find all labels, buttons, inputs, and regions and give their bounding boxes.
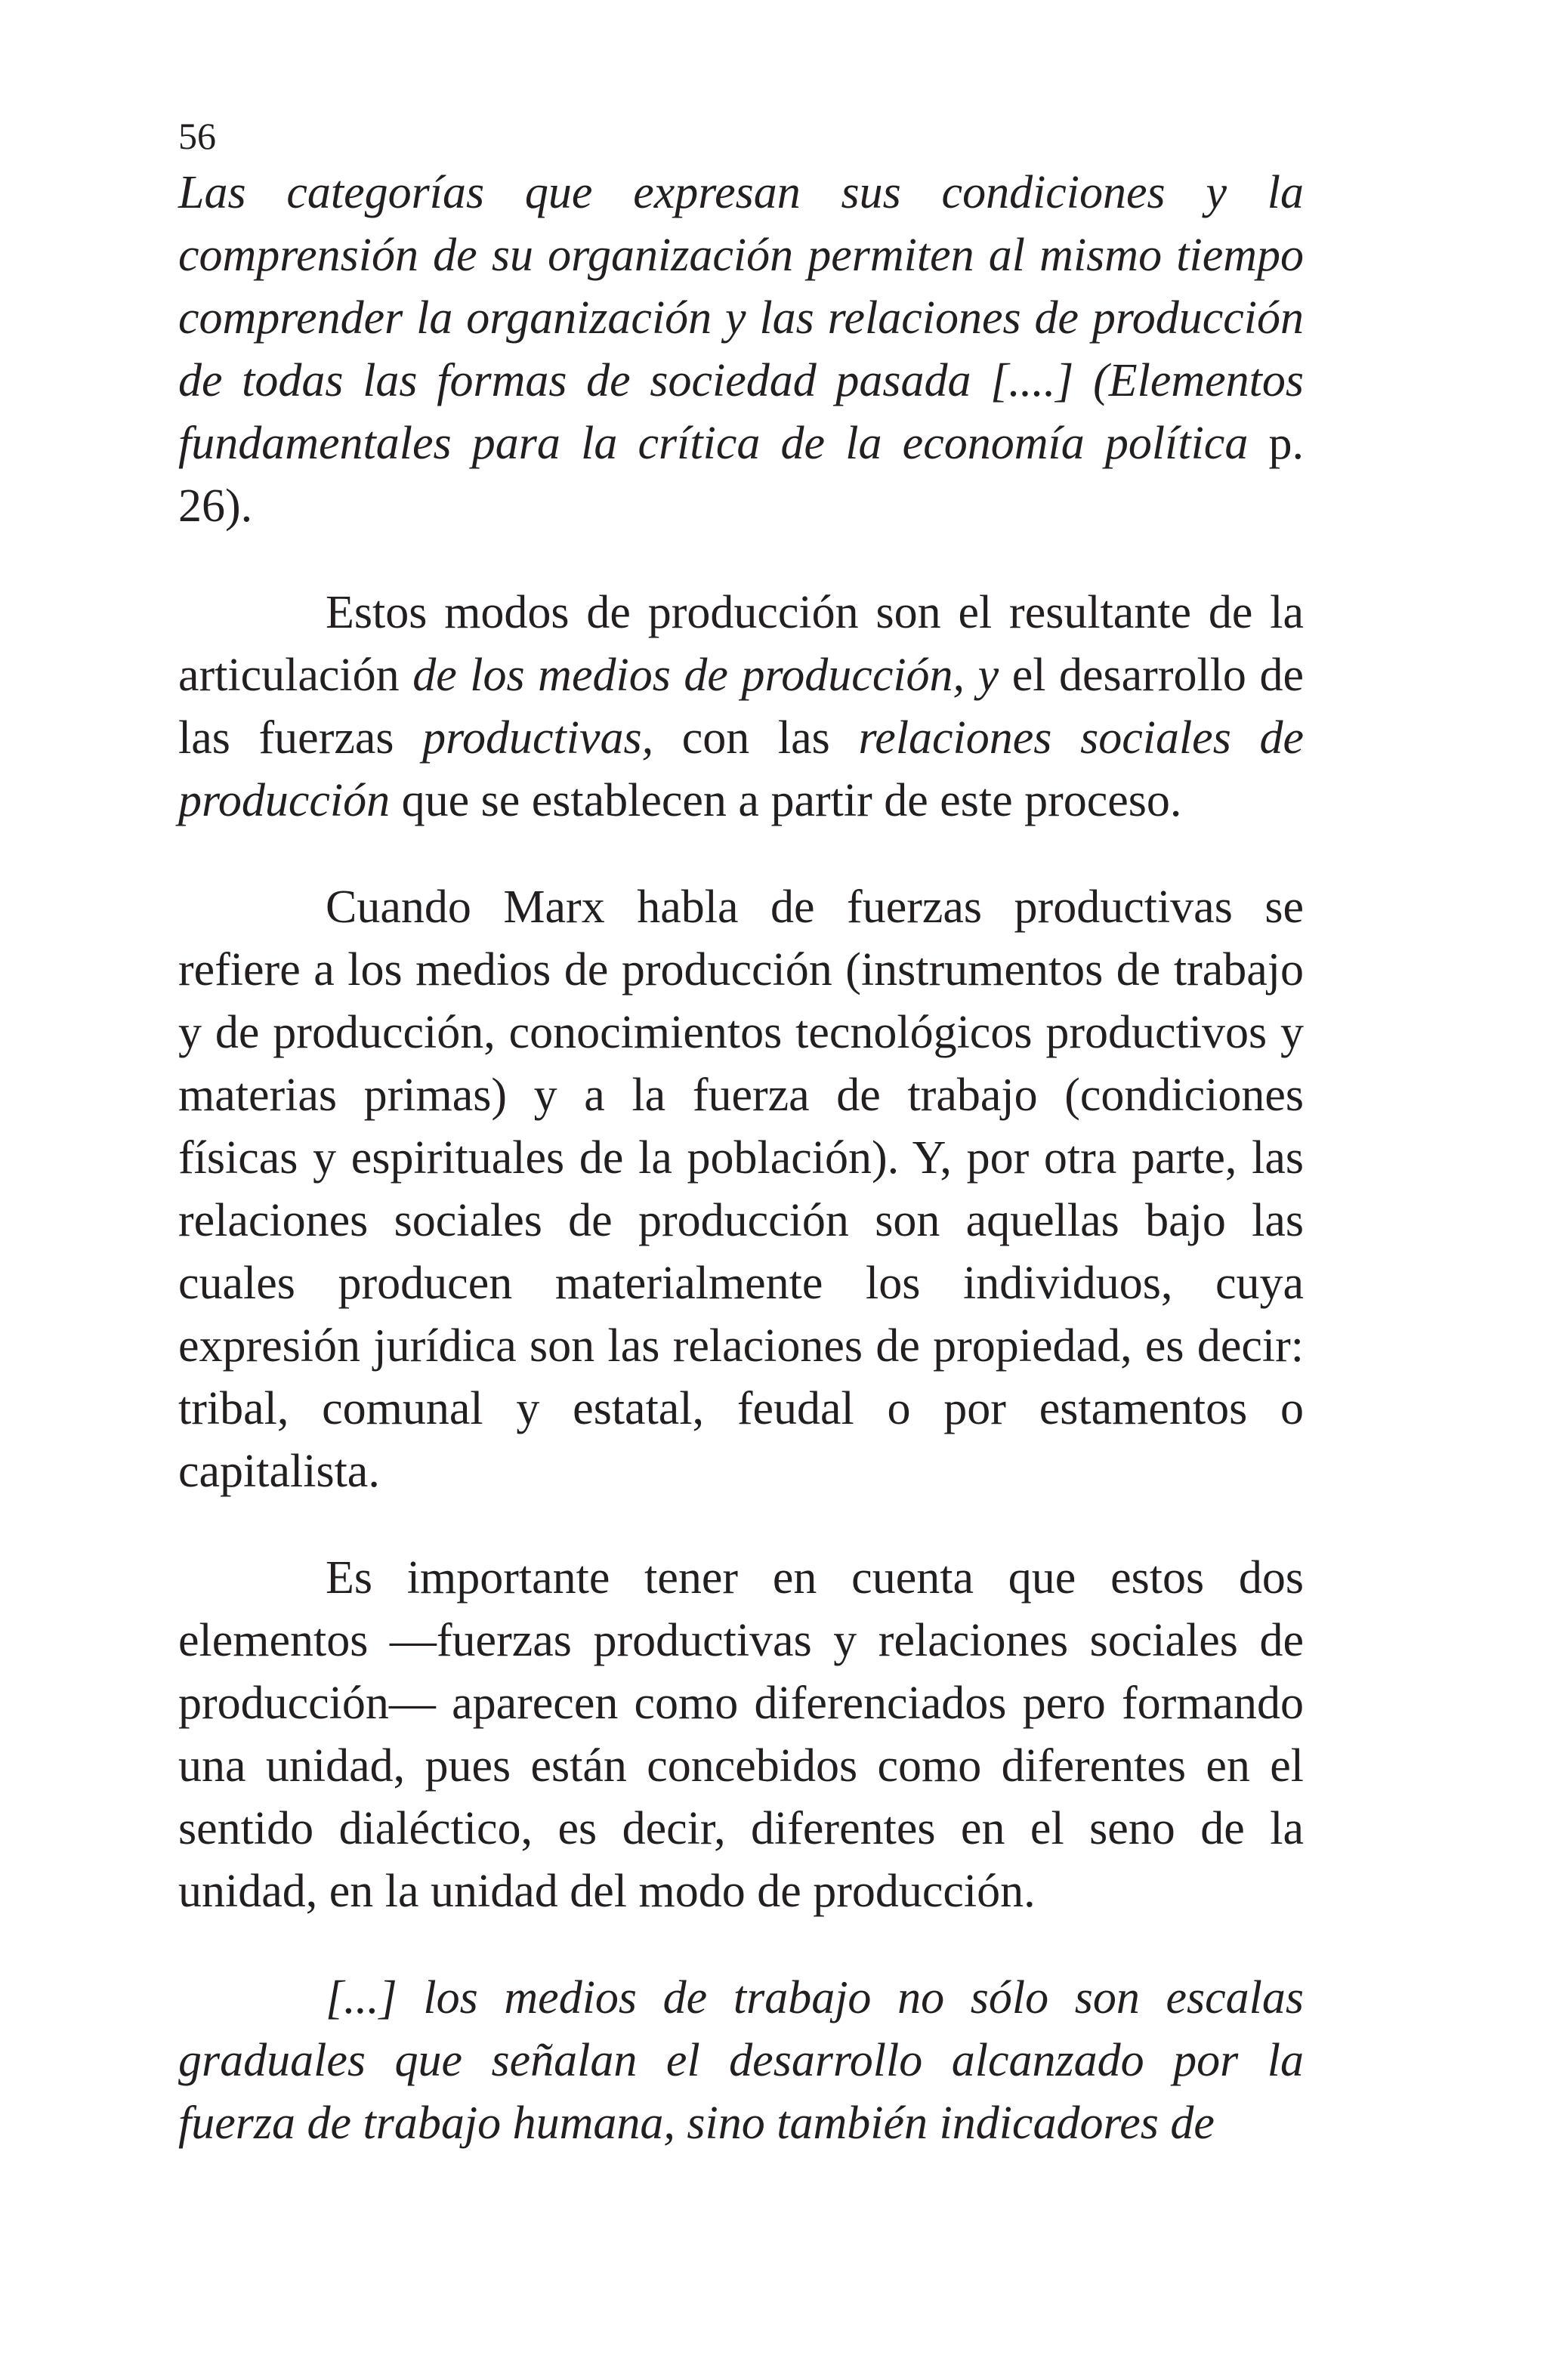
quote-2-italic-text: [...] los medios de trabajo no sólo son escalas graduales que señalan el desarrollo alcanzado por la fuerza de trabajo humana, sino también indicadores de [178, 1972, 1304, 2149]
block-quote-1 [178, 162, 1304, 538]
paragraph-fuerzas-productivas: Cuando Marx habla de fuerzas productivas se refiere a los medios de producción (instrumentos de trabajo y de producción, conocimientos tecnológicos productivos y materias primas) y a la fuerza de trabajo (condiciones físicas y espirituales de la población). Y, por otra parte, las relaciones sociales de producción son aquellas bajo las cuales producen materialmente los individuos, cuya expresión jurídica son las relaciones de propiedad, es decir: tribal, comunal y estatal, feudal o por estamentos o capitalista. [178, 881, 1304, 1497]
paragraph-unidad-dialectica: Es importante tener en cuenta que estos dos elementos —fuerzas productivas y relaciones sociales de producción— aparecen como diferenciados pero formando una unidad, pues están concebidos como diferentes en el sentido dialéctico, es decir, diferentes en el seno de la unidad, en la unidad del modo de producción. [178, 1552, 1304, 1917]
quote-1-italic-text: Las categorías que expresan sus condiciones y la comprensión de su organización permiten al mismo tiempo comprender la organización y las relaciones de producción de todas las formas de sociedad pasada [....] (Elementos fundamentales para la crítica de la economía política [178, 167, 1304, 469]
quote-1-citation-tail: p. 26). [178, 418, 1304, 532]
para-1-text-3: con las [653, 712, 859, 764]
para-1-italic-3: relaciones sociales de producción [178, 712, 1304, 826]
page-number: 56 [178, 115, 216, 157]
para-1-italic-1: de los medios de producción, y [412, 650, 999, 701]
block-quote-2 [178, 1967, 1304, 2155]
para-1-text-1: Estos modos de producción son el resultante de la articulación [178, 587, 1304, 701]
para-1-italic-2: productivas, [422, 712, 654, 764]
para-1-text-4: que se establecen a partir de este proceso. [390, 775, 1182, 826]
paragraph-modos-de-produccion [178, 582, 1304, 832]
para-1-text-2: el desarrollo de las fuerzas [178, 650, 1304, 764]
page-content [178, 113, 1304, 2155]
